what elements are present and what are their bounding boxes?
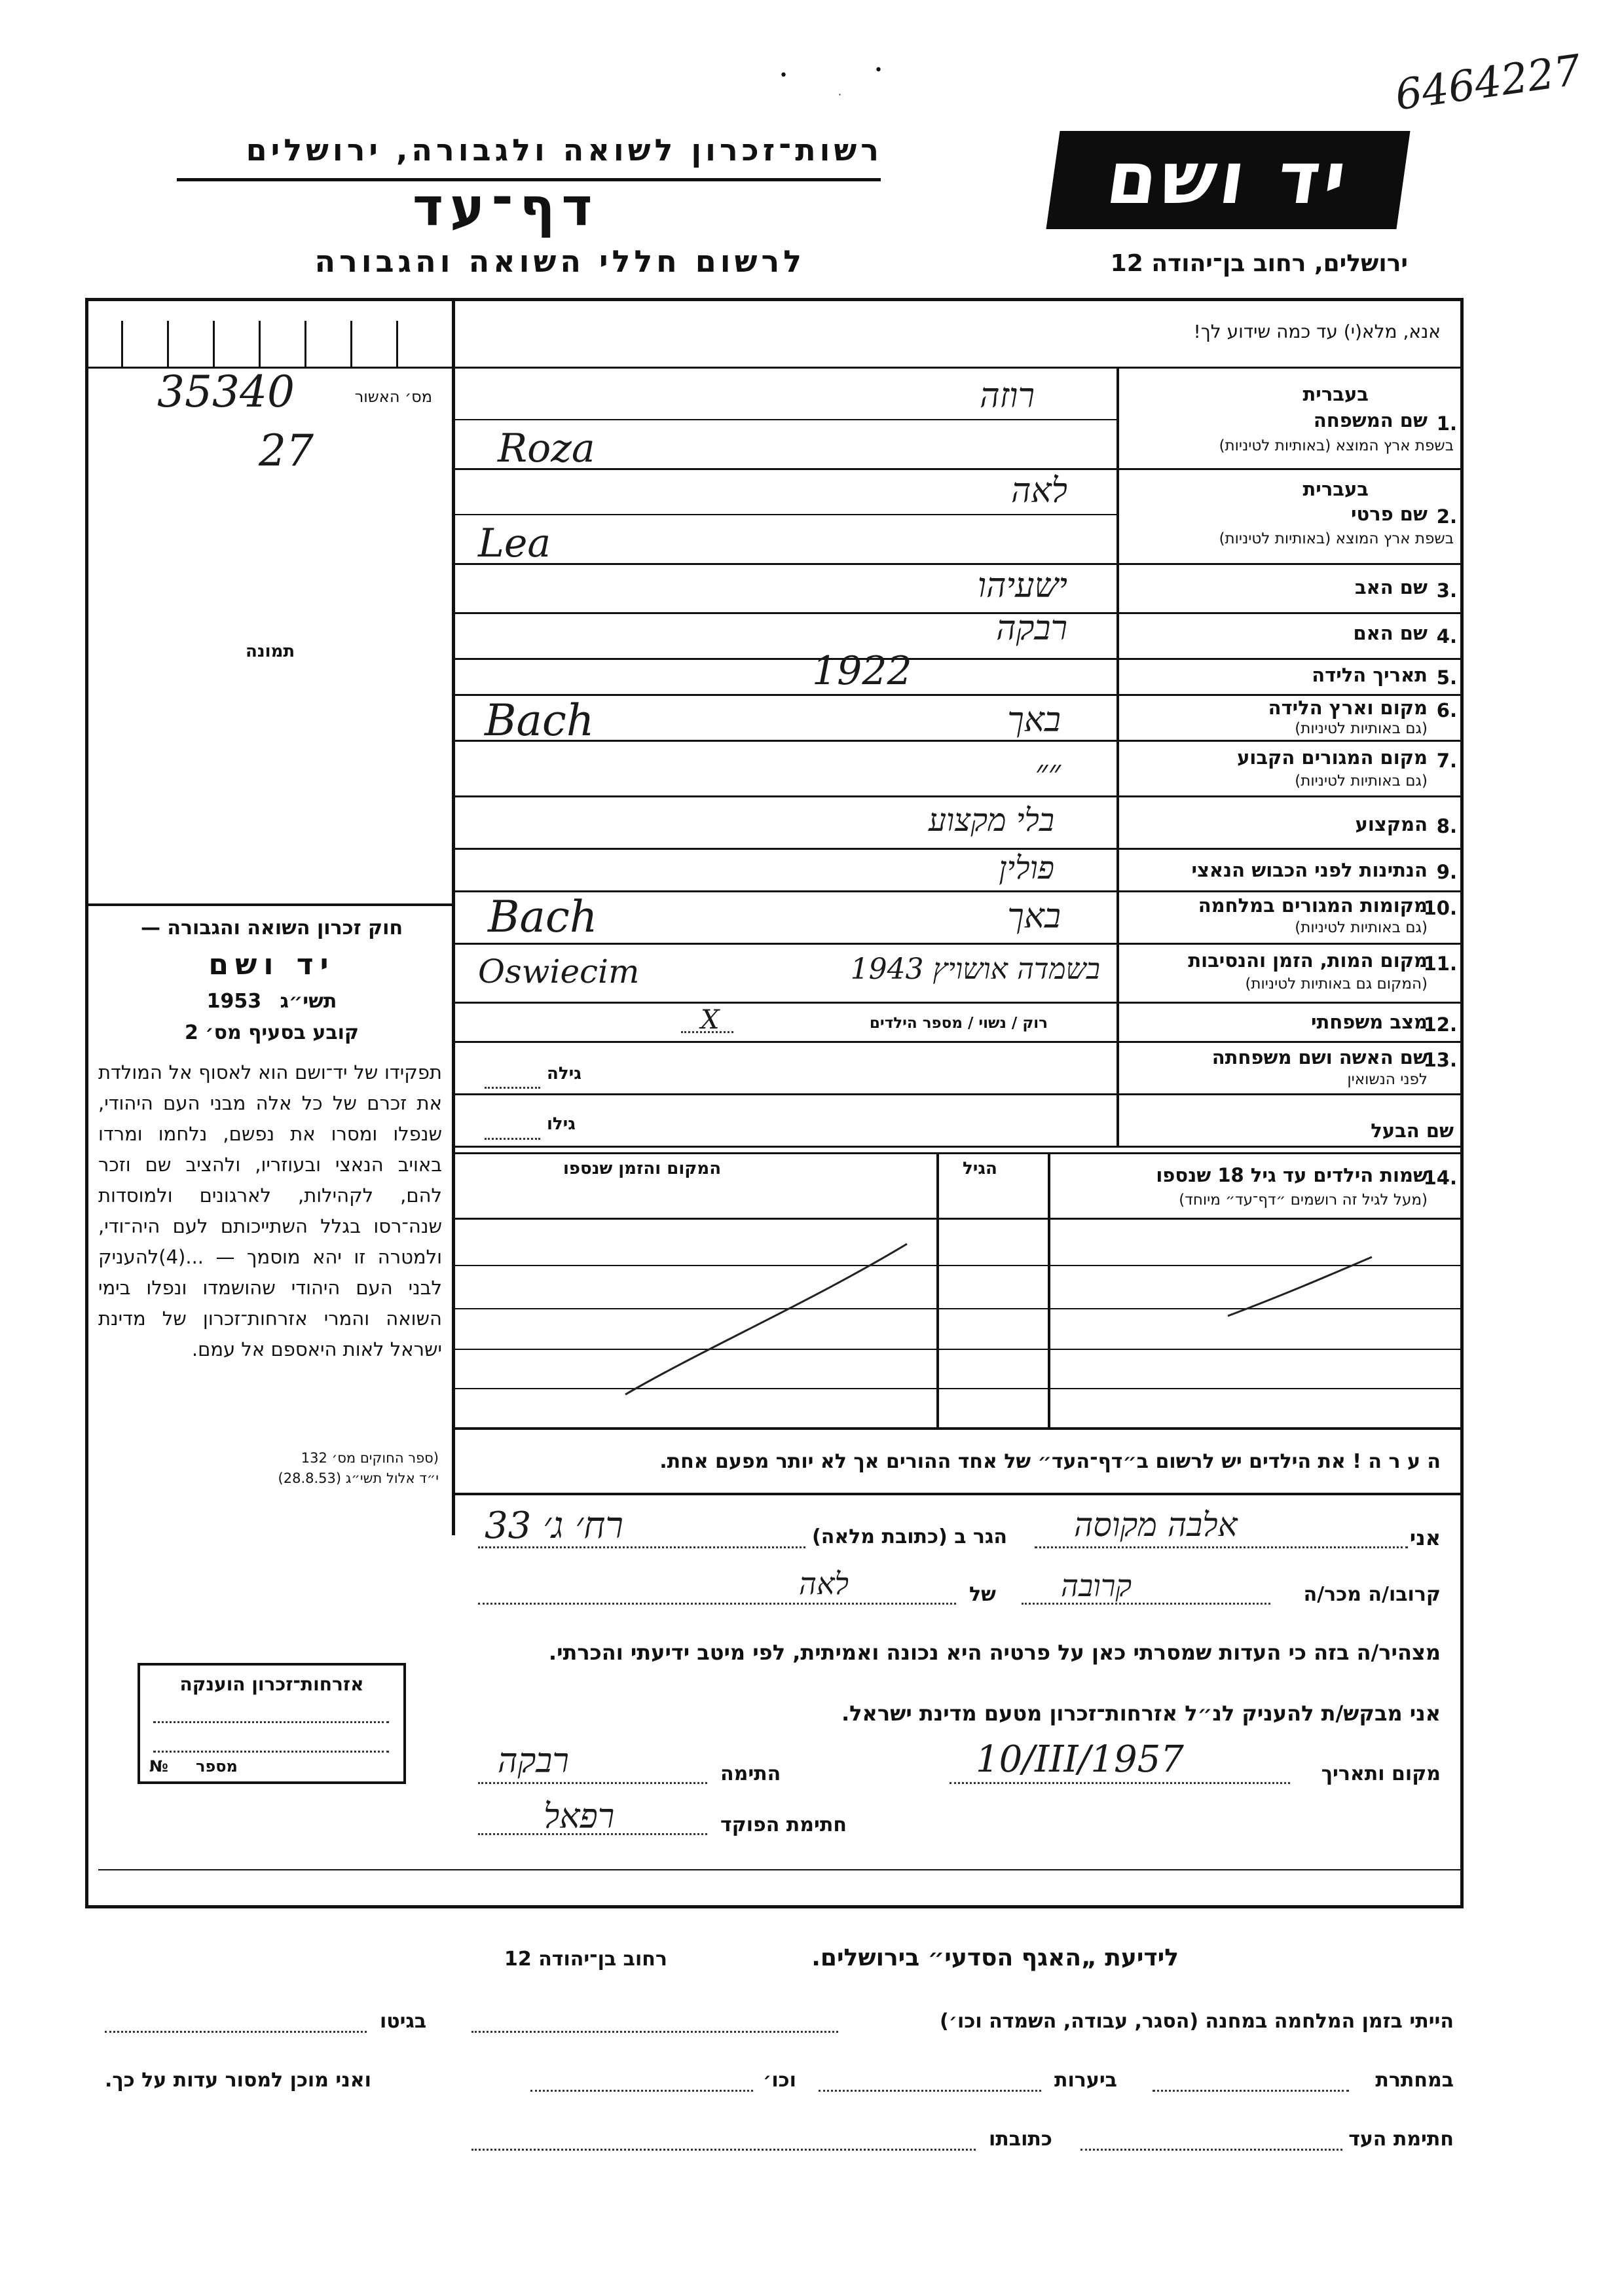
handwritten-number: 6464227 — [1392, 46, 1584, 120]
field-9-label: הנתינות לפני הכבוש הנאצי — [1191, 859, 1428, 881]
form-border-top — [85, 298, 1464, 301]
field-9-number: 9. — [1436, 861, 1457, 883]
page-subtitle: לרשום חללי השואה והגבורה — [314, 244, 805, 279]
footer-address-label: כתובתו — [989, 2128, 1052, 2151]
field-6-value-hebrew[interactable]: באך — [1007, 701, 1061, 740]
field-2-label: שם פרטי — [1350, 503, 1428, 525]
field-husband-label: שם הבעל — [1371, 1120, 1454, 1142]
relation-value[interactable]: קרובה — [1061, 1568, 1132, 1603]
intro-text: אנא, מלא(י) עד כמה שידוע לך! — [1193, 321, 1441, 342]
field-11-number: 11. — [1423, 953, 1457, 975]
field-1-value-latin[interactable]: Roza — [498, 426, 595, 471]
yad-vashem-logo: יד ושם — [1046, 131, 1410, 229]
field-10-label: מקומות המגורים במלחמה — [1198, 894, 1428, 917]
field-12-options: רוק / נשוי / מספר הילדים — [869, 1015, 1048, 1032]
field-5-value[interactable]: 1922 — [812, 648, 912, 694]
field-10-number: 10. — [1423, 897, 1457, 919]
field-9-value[interactable]: פולין — [999, 850, 1054, 886]
field-8-value[interactable]: בלי מקצוע — [928, 802, 1054, 839]
field-7-number: 7. — [1436, 750, 1457, 772]
page-title: דף־עד — [413, 177, 599, 238]
field-7-value[interactable]: ״״ — [1035, 753, 1061, 792]
field-3-number: 3. — [1436, 579, 1457, 602]
declarant-lives-label: הגר ב (כתובת מלאה) — [812, 1525, 1008, 1548]
officer-signature-label: חתימת הפוקד — [720, 1813, 847, 1836]
form-border-bottom — [85, 1905, 1464, 1908]
form-border-left — [85, 298, 88, 1908]
label-column-divider — [1116, 369, 1119, 1148]
declarant-address[interactable]: 33 רח׳ ג׳ — [485, 1504, 623, 1547]
relative-label: קרובו/ה מכר/ה — [1303, 1583, 1441, 1606]
field-4-value[interactable]: רבקה — [996, 609, 1067, 648]
field-11-value-latin[interactable]: Oswiecim — [478, 953, 640, 991]
footer-forests-label: ביערות — [1054, 2069, 1117, 2092]
field-2-number: 2. — [1436, 505, 1457, 528]
footer-etc-label: וכו׳ — [763, 2069, 796, 2092]
declarant-name[interactable]: אלבה מקוסה — [1074, 1506, 1238, 1544]
footer-underground-label: במחתרת — [1375, 2069, 1454, 2092]
place-date-label: מקום ותאריך — [1321, 1762, 1441, 1785]
field-11-value-hebrew[interactable]: בשמדה אושויץ 1943 — [850, 953, 1100, 986]
footer-ghetto-label: בגיטו — [380, 2010, 427, 2033]
field-8-label: המקצוע — [1355, 813, 1428, 835]
field-4-label: שם האם — [1353, 622, 1428, 644]
field-1-number: 1. — [1436, 412, 1457, 435]
signature-label: התימה — [720, 1762, 781, 1785]
field-2-value-latin[interactable]: Lea — [478, 520, 551, 566]
field-10-value-hebrew[interactable]: באך — [1007, 897, 1061, 936]
field-7-sub: (גם באותיות לטיניות) — [1295, 773, 1428, 790]
footer-notice-address: רחוב בן־יהודה 12 — [504, 1948, 667, 1971]
footer-witness-signature-label: חתימת העד — [1348, 2128, 1454, 2151]
citizenship-number-symbol: № — [149, 1757, 168, 1776]
field-13-age-label: גילה — [547, 1064, 581, 1084]
form-border-right — [1460, 298, 1464, 1908]
field-3-value[interactable]: ישעיהו — [977, 566, 1067, 606]
field-12-mark: X — [701, 1005, 720, 1035]
children-strike-lines — [455, 1218, 1460, 1427]
certificate-number: 35340 — [157, 367, 295, 417]
field-2-value-hebrew[interactable]: לאה — [1011, 471, 1067, 511]
field-12-label: מצב משפחתי — [1310, 1011, 1428, 1033]
footer-camp-label: הייתי בזמן המלחמה במחנה (הסגר, עבודה, השמדה וכו׳) — [940, 2010, 1454, 2033]
field-11-sub: (המקום גם באותיות לטיניות) — [1245, 975, 1428, 993]
certificate-label: מס׳ האשור — [354, 388, 432, 406]
children-col-place: המקום והזמן שנספו — [563, 1159, 722, 1178]
request-text: אני מבקש/ת להעניק לנ״ל אזרחות־זכרון מטעם מדינת ישראל. — [841, 1701, 1441, 1726]
law-text: תפקידו של יד־ושם הוא לאסוף אל המולדת את זכרם של כל אלה מבני העם היהודי, שנפלו ומסרו את נפשם, נלחמו ומרדו באויב הנאצי ובעוזריו, ולהציב שם וזכר להם, לקהילות, לארגונים ולמוסדות שנה־רסו בגלל השתייכותם לעם היה־ודי, ולמטרה זו יהא מוסמך — ...(4)להעניק לבני העם היהודי שהושמדו ונפלו בימי השואה והמרי אזרחות־זכרון של מדינת ישראל לאות היאספם אל עמם. — [98, 1061, 442, 1360]
certificate-subnumber: 27 — [259, 426, 314, 476]
header-address: ירושלים, רחוב בן־יהודה 12 — [1110, 250, 1408, 277]
field-10-value-latin[interactable]: Bach — [488, 892, 598, 942]
field-13-number: 13. — [1423, 1049, 1457, 1071]
citizenship-number-label: מספר — [196, 1757, 238, 1776]
field-6-number: 6. — [1436, 699, 1457, 721]
field-1-value-hebrew[interactable]: רוזה — [980, 376, 1035, 416]
field-12-number: 12. — [1423, 1013, 1457, 1036]
law-title: חוק זכרון השואה והגבורה — — [140, 917, 403, 939]
field-3-label: שם האב — [1354, 576, 1428, 598]
children-col-age: הגיל — [963, 1159, 997, 1178]
field-8-number: 8. — [1436, 815, 1457, 837]
authority-name: רשות־זכרון לשואה ולגבורה, ירושלים — [246, 132, 883, 168]
field-5-label: תאריך הלידה — [1312, 664, 1428, 686]
field-1-hebrew-tag: בעברית — [1302, 383, 1369, 405]
relation-value-2[interactable]: לאה — [799, 1566, 849, 1601]
law-year: 1953 תשי״ג — [206, 990, 337, 1013]
field-10-sub: (גם באותיות לטיניות) — [1295, 919, 1428, 936]
date-value[interactable]: 10/III/1957 — [976, 1738, 1184, 1781]
field-13-sub: לפני הנשואין — [1347, 1071, 1428, 1088]
law-ref-2: י״ד אלול תשי״ג (28.8.53) — [278, 1470, 439, 1486]
officer-signature: רפאל — [544, 1797, 615, 1836]
photo-label: תמונה — [246, 642, 295, 661]
law-logo: יד ושם — [208, 948, 335, 981]
law-clause: קובע בסעיף מס׳ 2 — [184, 1021, 360, 1044]
signature: רבקה — [498, 1741, 569, 1781]
field-6-label: מקום וארץ הלידה — [1268, 697, 1428, 719]
field-6-sub: (גם באותיות לטיניות) — [1295, 720, 1428, 737]
field-husband-age-label: גילו — [547, 1114, 576, 1134]
of-label: של — [969, 1583, 996, 1606]
field-13-label: שם האשה ושם משפחתה — [1211, 1046, 1428, 1068]
field-4-number: 4. — [1436, 625, 1457, 647]
citizenship-title: אזרחות־זכרון הוענקה — [179, 1673, 364, 1695]
scan-marks: • • · — [779, 62, 883, 101]
declarant-i-label: אני — [1409, 1525, 1441, 1550]
children-label: שמות הילדים עד גיל 18 שנספו — [1156, 1164, 1428, 1186]
field-2-hebrew-tag: בעברית — [1302, 478, 1369, 500]
field-6-value-latin[interactable]: Bach — [485, 695, 595, 746]
citizenship-box — [138, 1663, 406, 1784]
children-number: 14. — [1423, 1167, 1457, 1189]
remark: ה ע ר ה ! את הילדים יש לרשום ב״דף־העד״ של אחד ההורים אך לא יותר מפעם אחת. — [659, 1450, 1441, 1473]
declaration-text: מצהיר/ה בזה כי העדות שמסרתי כאן על פרטיה היא נכונה ואמיתית, לפי מיטב ידיעתי והכרתי. — [548, 1640, 1441, 1665]
field-1-label: שם המשפחה — [1313, 409, 1428, 431]
children-sub: (מעל לגיל זה רושמים ״דף־עד״ מיוחד) — [1179, 1192, 1428, 1209]
footer-testimony-text: ואני מוכן למסור עדות על כך. — [105, 2069, 371, 2092]
field-1-sub: בשפת ארץ המוצא (באותיות לטיניות) — [1219, 437, 1454, 454]
law-ref-1: (ספר החוקים מס׳ 132 — [301, 1450, 439, 1466]
footer-notice: לידיעת „האגף הסדעי״ בירושלים. — [811, 1944, 1179, 1971]
field-5-number: 5. — [1436, 666, 1457, 689]
field-11-label: מקום המות, הזמן והנסיבות — [1188, 949, 1428, 972]
field-2-sub: בשפת ארץ המוצא (באותיות לטיניות) — [1219, 530, 1454, 547]
field-7-label: מקום המגורים הקבוע — [1237, 746, 1428, 769]
